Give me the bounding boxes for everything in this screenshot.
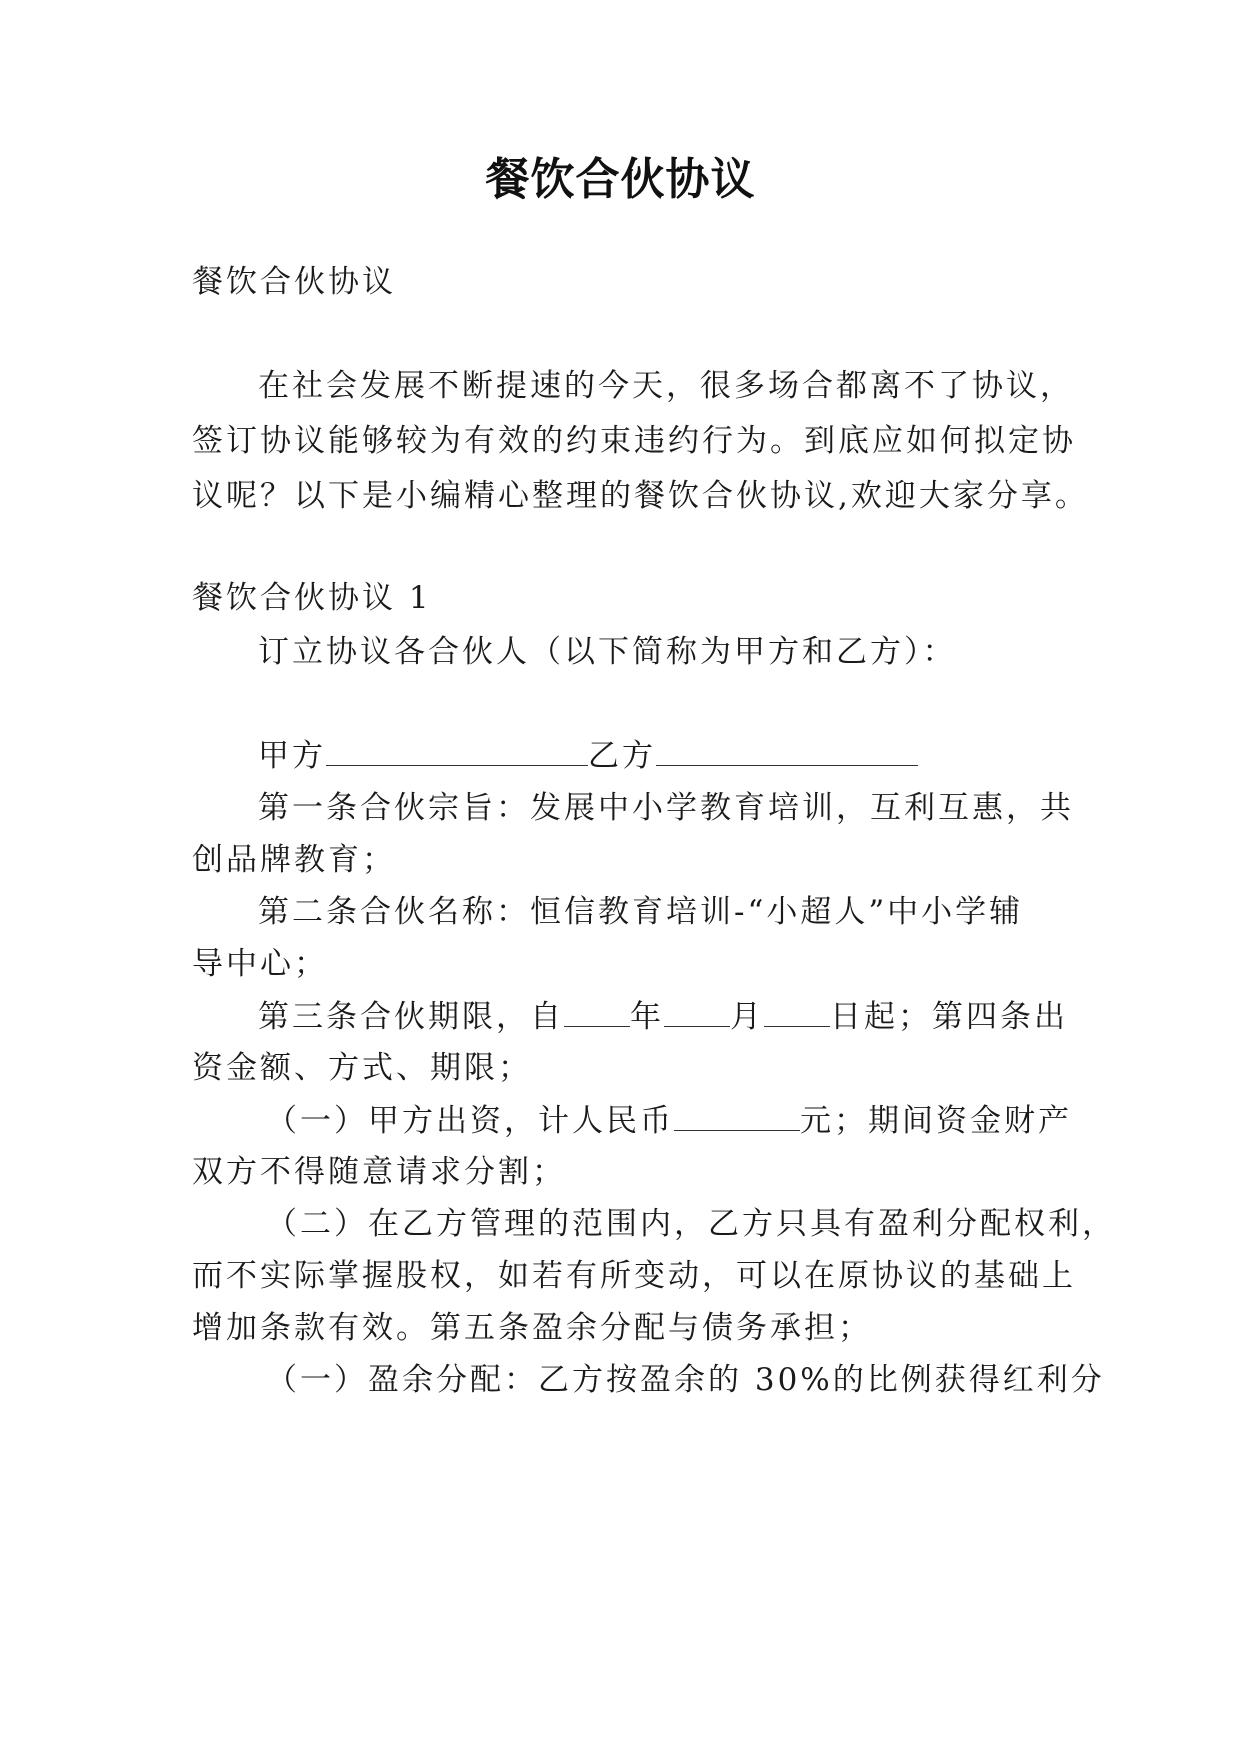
party-b-label: 乙方 [588, 738, 656, 774]
article-line: 第二条合伙名称：恒信教育培训-“小超人”中小学辅 [258, 894, 1024, 930]
item-line: （二）在乙方管理的范围内，乙方只具有盈利分配权利， [266, 1206, 1116, 1242]
item1-start: （一）甲方出资，计人民币 [266, 1103, 674, 1139]
month-blank [664, 996, 730, 1027]
party-b-blank [656, 735, 918, 766]
item-line: 增加条款有效。第五条盈余分配与债务承担； [192, 1310, 872, 1346]
document-title: 餐饮合伙协议 [485, 154, 756, 205]
article-line: 资金额、方式、期限； [192, 1050, 532, 1086]
item-line [266, 1100, 1072, 1141]
month-label: 月 [730, 999, 764, 1035]
parties-intro: 订立协议各合伙人（以下简称为甲方和乙方）： [258, 634, 957, 670]
article3-start: 第三条合伙期限，自 [258, 999, 564, 1035]
item-line: （一）盈余分配：乙方按盈余的 30%的比例获得红利分 [266, 1362, 1105, 1398]
party-a-blank [326, 735, 588, 766]
intro-line: 在社会发展不断提速的今天，很多场合都离不了协议， [258, 368, 1074, 404]
year-label: 年 [630, 999, 664, 1035]
article-line: 导中心； [192, 946, 328, 982]
article-line: 创品牌教育； [192, 842, 396, 878]
item-line: 双方不得随意请求分割； [192, 1154, 566, 1190]
intro-line: 签订协议能够较为有效的约束违约行为。到底应如何拟定协 [192, 423, 1076, 459]
day-blank [764, 996, 830, 1027]
intro-line: 议呢？以下是小编精心整理的餐饮合伙协议,欢迎大家分享。 [192, 478, 1089, 514]
item1-end: 元；期间资金财产 [800, 1103, 1072, 1139]
party-signature-line [258, 735, 918, 776]
article3-end: 日起；第四条出 [830, 999, 1068, 1035]
year-blank [564, 996, 630, 1027]
party-a-label: 甲方 [258, 738, 326, 774]
section-heading: 餐饮合伙协议 1 [192, 580, 432, 616]
item-line: 而不实际掌握股权，如若有所变动，可以在原协议的基础上 [192, 1258, 1076, 1294]
subtitle: 餐饮合伙协议 [192, 264, 396, 300]
article-line [258, 996, 1068, 1037]
amount-blank [674, 1100, 800, 1131]
article-line: 第一条合伙宗旨：发展中小学教育培训，互利互惠，共 [258, 790, 1074, 826]
